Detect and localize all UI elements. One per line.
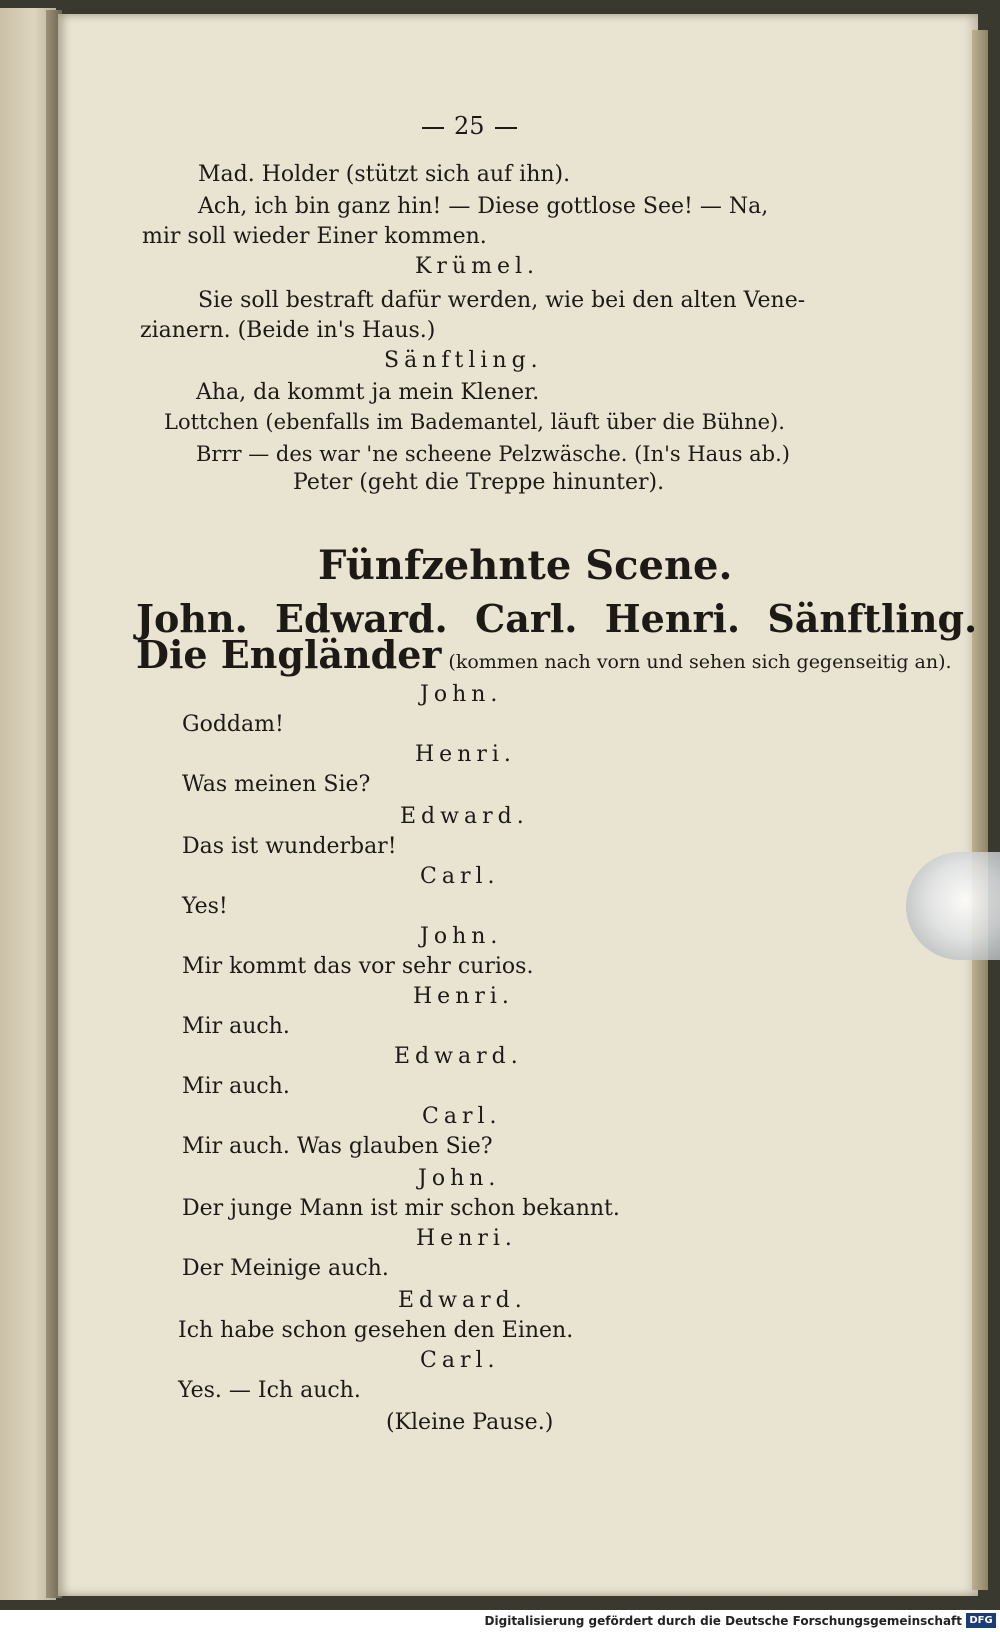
text-line: Brrr — des war 'ne scheene Pelzwäsche. (In's Haus ab.) (196, 442, 790, 466)
dialogue-text: Der junge Mann ist mir schon bekannt. (182, 1196, 620, 1221)
funding-credit: Digitalisierung gefördert durch die Deutsche Forschungsgemeinschaft (484, 1614, 962, 1628)
dialogue-text: Mir auch. (182, 1014, 290, 1039)
dfg-logo: DFG (966, 1613, 996, 1628)
text-line: Mad. Holder (stützt sich auf ihn). (198, 162, 571, 187)
dialogue-text: Goddam! (182, 712, 284, 737)
text-line: Sie soll bestraft dafür werden, wie bei den alten Vene- (198, 288, 806, 313)
dash-left (422, 127, 444, 129)
speaker-name: John. (420, 924, 503, 949)
dash-right (495, 127, 517, 129)
page-number-row (412, 114, 527, 138)
speaker-name: Carl. (420, 1348, 500, 1373)
dialogue-text: Ich habe schon gesehen den Einen. (178, 1318, 574, 1343)
speaker-name: Edward. (400, 804, 529, 829)
text-line: zianern. (Beide in's Haus.) (140, 318, 436, 343)
cast-group: Die Engländer (136, 632, 442, 677)
text-line: Ach, ich bin ganz hin! — Diese gottlose See! — Na, (198, 194, 769, 219)
speaker-name: Henri. (415, 742, 516, 767)
speaker-name: Carl. (420, 864, 500, 889)
speaker-name: Carl. (422, 1104, 502, 1129)
scene-title: Fünfzehnte Scene. (318, 542, 733, 589)
dialogue-text: Was meinen Sie? (182, 772, 371, 797)
text-line: mir soll wieder Einer kommen. (142, 224, 487, 249)
cast-list: John. Edward. Carl. Henri. Sänftling. (136, 596, 978, 641)
dialogue-text: Yes. — Ich auch. (178, 1378, 361, 1403)
text-line: Aha, da kommt ja mein Klener. (196, 380, 540, 405)
dialogue-text: Das ist wunderbar! (182, 834, 397, 859)
dialogue-text: Yes! (182, 894, 228, 919)
dialogue-text: Der Meinige auch. (182, 1256, 389, 1281)
text-line: Lottchen (ebenfalls im Bademantel, läuft über die Bühne). (164, 410, 785, 434)
speaker-name: Krümel. (415, 254, 540, 279)
digitization-footer (0, 1610, 1000, 1632)
stage-direction: (Kleine Pause.) (386, 1410, 554, 1435)
speaker-name: Edward. (398, 1288, 527, 1313)
stage-direction: (kommen nach vorn und sehen sich gegenseitig an). (448, 651, 952, 673)
dialogue-text: Mir auch. Was glauben Sie? (182, 1134, 493, 1159)
text-line: Peter (geht die Treppe hinunter). (293, 470, 665, 495)
dialogue-text: Mir kommt das vor sehr curios. (182, 954, 534, 979)
page-number: 25 (454, 112, 485, 140)
speaker-name: Henri. (416, 1226, 517, 1251)
speaker-name: Sänftling. (384, 348, 543, 373)
cast-line-2 (136, 632, 952, 677)
speaker-name: Henri. (413, 984, 514, 1009)
speaker-name: John. (418, 1166, 501, 1191)
dialogue-text: Mir auch. (182, 1074, 290, 1099)
speaker-name: Edward. (394, 1044, 523, 1069)
speaker-name: John. (420, 682, 503, 707)
